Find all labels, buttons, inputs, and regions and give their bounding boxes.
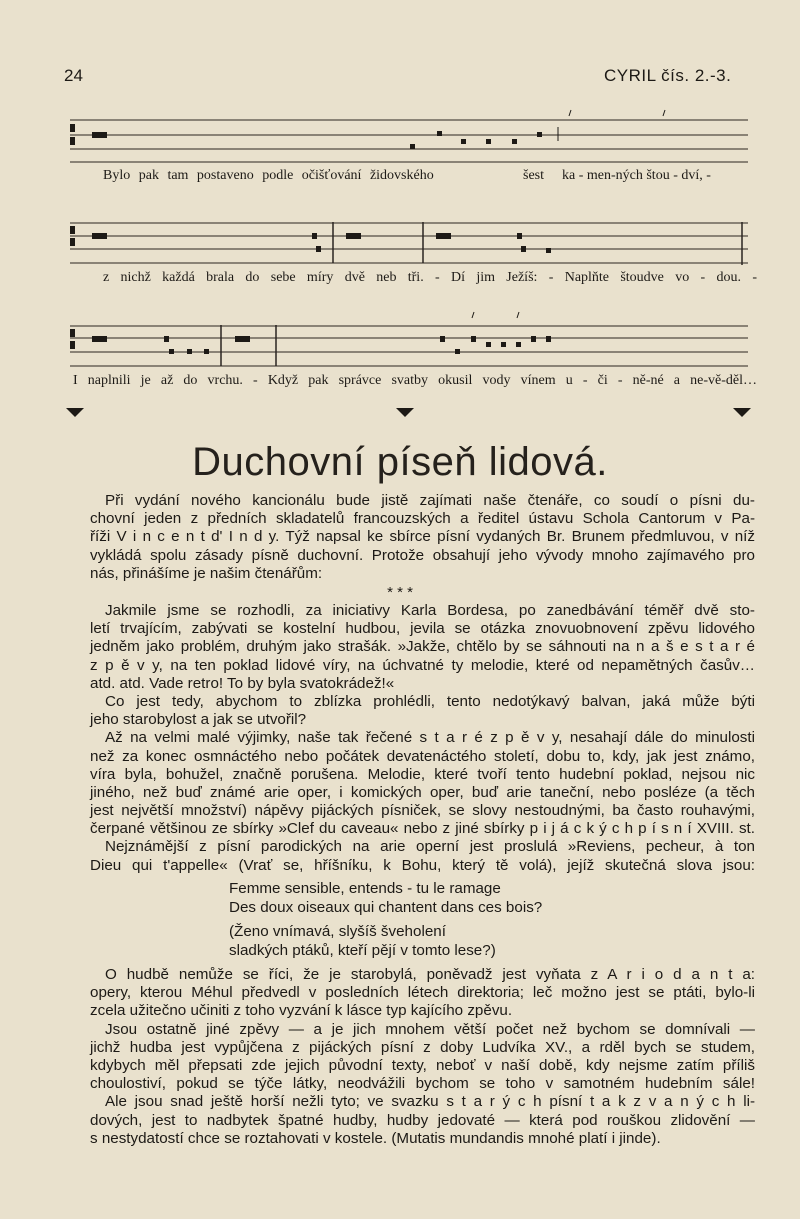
triangle-marker-icon [66, 408, 84, 417]
text-line: letí trvajícím, zabývati se kostelní hudbou, jevila se otázka znovuobnovení zpěvu lidového [90, 620, 755, 638]
text-line: říži V i n c e n t d' I n d y. Týž napsal ke sbírce písní vydaných Br. Brunem předmluvou, v níž [90, 528, 755, 546]
verse-czech [229, 922, 496, 961]
text-line: opery, kterou Méhul předvedl v posledních létech direktoria; leč možno jest se ptáti, bylo-li [90, 984, 755, 1002]
triangle-markers [66, 408, 751, 417]
lyric-line-2: z nichž každá brala do sebe míry dvě neb tři. - Dí jim Ježíš: - Naplňte štoudve vo - dou. - [103, 270, 757, 285]
text-line: jest největší množství) nápěvy pijáckých písniček, se slovy nestoudnými, ba často rouhavými, [90, 802, 755, 820]
page-number: 24 [64, 66, 83, 85]
text-line: Ale jsou snad ještě horší nežli tyto; ve svazku s t a r ý c h písní t a k z v a n ý c h li- [105, 1093, 755, 1111]
text-line: dových, jest to nadbytek špatné hudby, hudby jedovaté — která pod rouškou zlidovění — [90, 1111, 755, 1129]
triangle-marker-icon [733, 408, 751, 417]
notes [70, 124, 558, 354]
text-line: Až na velmi malé výjimky, naše tak řečené s t a r é z p ě v y, nesahají dále do minulosti [105, 729, 755, 747]
verse-line: Des doux oiseaux qui chantent dans ces bois? [229, 899, 543, 917]
text-line: s nestydatostí chce se roztahovati v kostele. (Mutatis mundandis mnohé platí i jinde). [90, 1129, 661, 1147]
verse-french [229, 879, 542, 918]
text-line: čerpané většinou ze sbírky »Clef du caveau« nebo z jiné sbírky p i j á c k ý c h p í s n í XVIII. st. [90, 820, 755, 838]
text-line: nás, přinášíme je našim čtenářům: [90, 564, 323, 582]
intro-paragraph [90, 492, 755, 583]
verse-line: (Ženo vnímavá, slyšíš šveholení [229, 923, 446, 940]
text-line: Co jest tedy, abychom to zblízka prohlédli, tento nedotýkavý balvan, jaká může býti [105, 692, 755, 710]
body-section-2 [90, 966, 755, 1148]
text-line: jedněm jako problém, druhým jako strašák. »Jakže, chtělo by se sáhnouti na n a š e s t a r é [90, 638, 755, 656]
staff-3 [70, 325, 748, 366]
running-head: CYRIL čís. 2.-3. [604, 66, 732, 85]
text-line: atd. atd. Vade retro! To by byla svatokrádež!« [90, 674, 395, 692]
text-line: jiného, než buď známé arie oper, i komických oper, buď arie taneční, nebo posléze (a těch [90, 783, 755, 801]
text-line: zcela užitečno učiniti z toho vyzvání k lásce typ kajícího zpěvu. [90, 1002, 513, 1020]
text-line: Jakmile jsme se rozhodli, za iniciativy Karla Bordesa, po zanedbávání téměř dvě sto- [105, 602, 755, 619]
staff-1 [70, 120, 748, 162]
text-line: Jsou ostatně jiné zpěvy — a je jich mnohem větší počet než bychom se domnívali — [105, 1020, 755, 1038]
text-line: jichž hudba jest vypůjčena z pijáckých písní z doby Ludvíka XV., a rděl bych se studem, [90, 1038, 755, 1056]
lyric-line-1b: šest [523, 168, 544, 183]
text-line: jeho starobylost a jak se utvořil? [90, 711, 307, 729]
lyric-line-3: I naplnili je až do vrchu. - Když pak správce svatby okusil vody vínem u - či - ně-né a ne-vě-děl… [73, 373, 757, 388]
staff-2 [70, 222, 748, 265]
text-line: Nejznámější z písní parodických na arie operní jest proslulá »Reviens, pecheur, à ton [105, 838, 755, 856]
triangle-marker-icon [396, 408, 414, 417]
verse-line: sladkých ptáků, kteří pějí v tomto lese?) [229, 942, 496, 960]
lyric-line-1c: ka - men-ných štou - dví, - [562, 168, 711, 183]
text-line: víra byla, bohužel, značně porušena. Melodie, které tvoří tento hudební poklad, nejsou nic [90, 765, 755, 783]
article-title: Duchovní píseň lidová. [192, 440, 608, 484]
body-section-1 [90, 602, 755, 875]
text-line: O hudbě nemůže se říci, že je starobylá, poněvadž jest vyňata z A r i o d a n t a: [105, 966, 755, 983]
chant-notation [0, 0, 800, 430]
section-separator: * * * [387, 584, 413, 601]
ictus-marks [472, 110, 665, 318]
lyric-line-1a: Bylo pak tam postaveno podle očišťování židovského [103, 168, 434, 183]
text-line: choulostiví, pokud se týče látky, neodvážili bychom se toho v samotném hudebním sále! [90, 1075, 755, 1093]
verse-line: Femme sensible, entends - tu le ramage [229, 880, 501, 897]
text-line: chovní jeden z předních skladatelů francouzských a ředitel ústavu Schola Cantorum v Pa- [90, 510, 755, 528]
text-line: než za konec osmnáctého nebo počátek devatenáctého století, dobu to, kdy, jak jest známo, [90, 747, 755, 765]
text-line: kdybych měl přepsati zde jejich původní texty, neboť v naší době, kdy nejsme zatím příliš [90, 1056, 755, 1074]
text-line: z p ě v y, na ten poklad lidové víry, na úchvatné ty melodie, které od nepamětných časův… [90, 656, 755, 674]
text-line: Při vydání nového kancionálu bude jistě zajímati naše čtenáře, co soudí o písni du- [105, 492, 755, 509]
text-line: vykládá spolu zásady písně duchovní. Protože obsahují jeho vývody mnoho zajímavého pro [90, 546, 755, 564]
text-line: Dieu qui t'appelle« (Vrať se, hříšníku, k Bohu, který tě volá), jejíž skutečná slova jsou: [90, 856, 755, 874]
